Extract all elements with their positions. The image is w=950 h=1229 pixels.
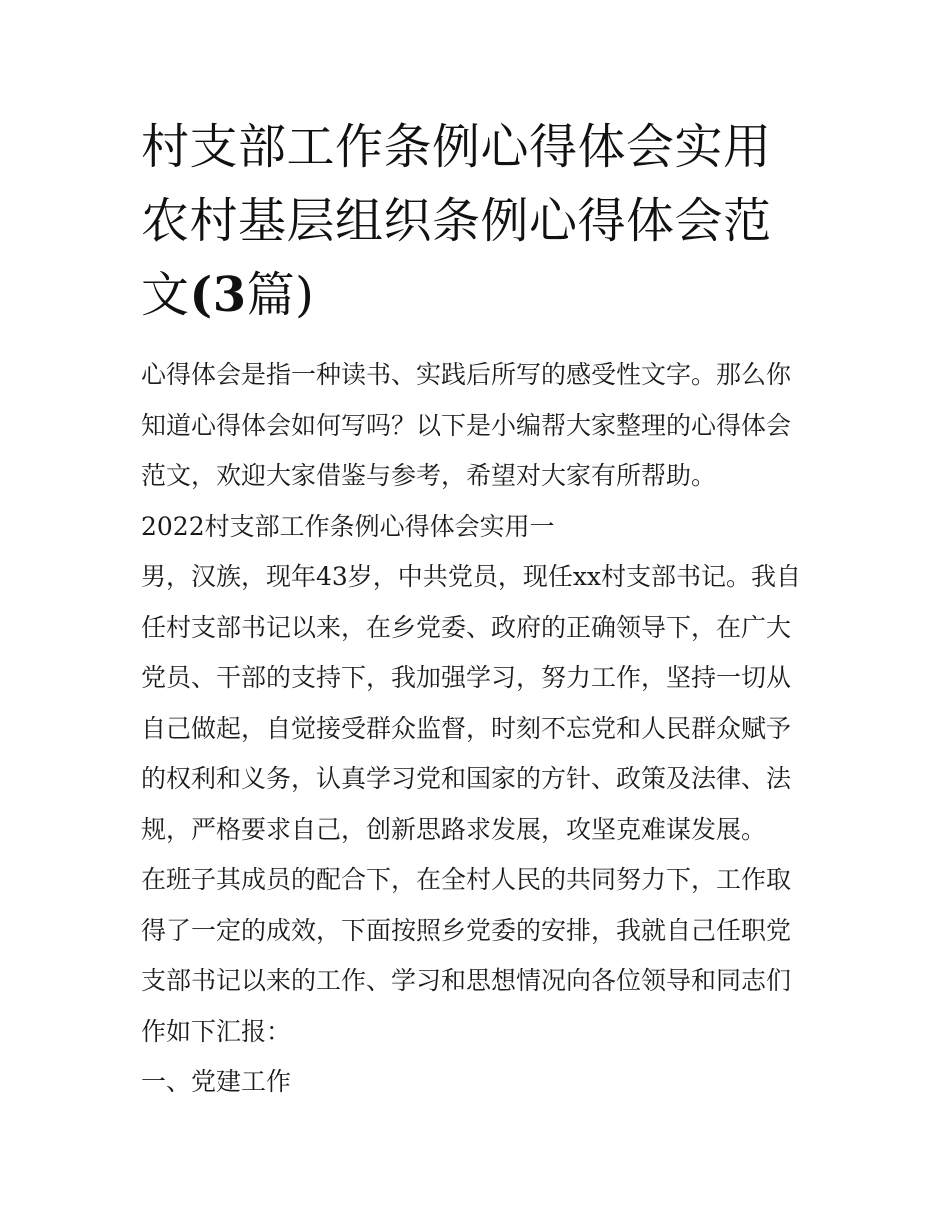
body-paragraph: 在班子其成员的配合下，在全村人民的共同努力下，工作取得了一定的成效，下面按照乡党委的安排，我就自己任职党支部书记以来的工作、学习和思想情况向各位领导和同志们作如下汇报： (141, 865, 792, 1046)
document-title-main: 村支部工作条例心得体会实用农村基层组织条例心得体会范文 (141, 119, 772, 323)
section-heading-party-building: 一、党建工作 (141, 1067, 292, 1096)
body-paragraph: 男，汉族，现年43岁，中共党员，现任xx村支部书记。我自任村支部书记以来，在乡党委、政府的正确领导下，在广大党员、干部的支持下，我加强学习，努力工作，坚持一切从自己做起，自觉接受群众监督，时刻不忘党和人民群众赋予的权利和义务，认真学习党和国家的方针、政策及法律、法规，严格要求自己，创新思路求发展，攻坚克难谋发展。 (141, 562, 802, 844)
section-title-one: 2022村支部工作条例心得体会实用一 (141, 511, 555, 541)
document-content (141, 110, 813, 1108)
document-title-count: (3 (189, 267, 247, 323)
document-body (141, 350, 813, 1108)
intro-paragraph: 心得体会是指一种读书、实践后所写的感受性文字。那么你知道心得体会如何写吗？以下是小编帮大家整理的心得体会范文，欢迎大家借鉴与参考，希望对大家有所帮助。 (141, 360, 792, 490)
document-title (141, 110, 813, 332)
document-title-suffix: 篇) (246, 267, 315, 323)
